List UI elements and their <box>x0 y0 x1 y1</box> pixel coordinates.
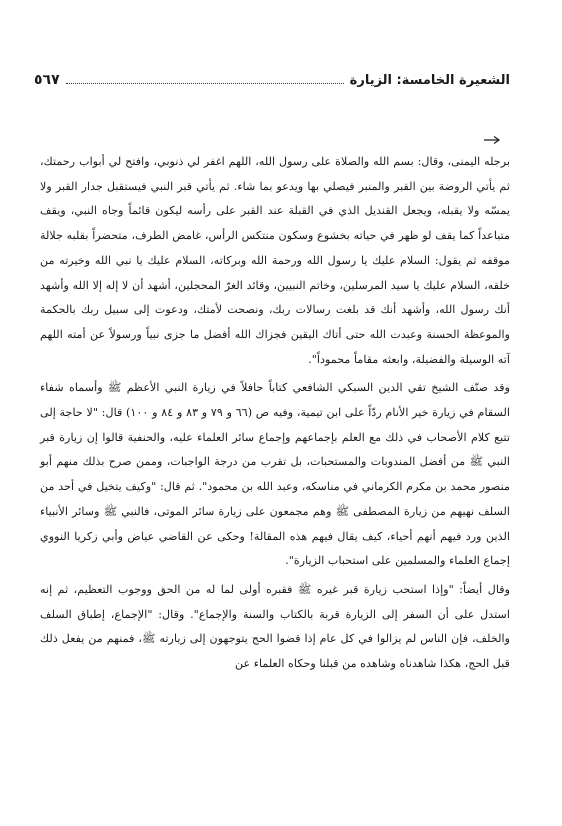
paragraph-consensus: وقال أيضاً: "وإذا استحب زيارة قبر غيره ﷺ فقبره أولى لما له من الحق ووجوب التعظيم، ثم إنه استدل على أن السفر إلى الزيارة قربة بالكتاب والسنة والإجماع". وقال: "الإجماع، إطباق السلف والخلف، فإن الناس لم يزالوا في كل عام إذا قضوا الحج يتوجهون إلى زيارته ﷺ، فمنهم من يفعل ذلك قبل الحج، هكذا شاهدناه وشاهده من قبلنا وحكاه العلماء عن <box>40 582 510 671</box>
paragraph-subki-book: وقد صنّف الشيخ تقي الدين السبكي الشافعي كتاباً حافلاً في زيارة النبي الأعظم ﷺ وأسماه شفاء السقام في زيارة خير الأنام ردّاً على ابن تيمية، وفيه ص (٦٦ و ٧٩ و ٨٣ و ٨٤ و ١٠٠) قال: "لا حاجة إلى تتبع كلام الأصحاب في ذلك مع العلم بإجماعهم وإجماع سائر العلماء عليه، والحنفية قالوا إن زيارة قبر النبي ﷺ من أفضل المندوبات والمستحبات، بل تقرب من درجة الواجبات، وممن صرح بذلك منهم أبو منصور محمد بن مكرم الكرماني في مناسكه، وعبد الله بن محمود". ثم قال: "وكيف يتخيل في أحد من السلف نهيهم من زيارة المصطفى ﷺ وهم مجمعون على زيارة سائر الموتى، فالنبي ﷺ وسائر الأنبياء الذين ورد فيهم أنهم أحياء، كيف يقال فيهم هذه المقالة! وحكى عن القاضي عياض وأبي زكريا النووي إجماع العلماء والمسلمين على استحباب الزيارة". <box>40 381 511 568</box>
header-dotted-leader <box>66 83 344 84</box>
running-header <box>34 66 510 88</box>
page-number: ٥٦٧ <box>34 72 60 88</box>
continuation-arrow-icon <box>483 135 501 145</box>
body-text <box>40 150 510 677</box>
paragraph-visit-etiquette: برجله اليمنى، وقال: بسم الله والصلاة على رسول الله، اللهم اغفر لي ذنوبي، وافتح لي أبواب رحمتك، ثم يأتي الروضة بين القبر والمنبر فيصلي بها ويدعو بما شاء. ثم يأتي قبر النبي فيستقبل جدار القبر ولا يمسّه ولا يقبله، ويجعل القنديل الذي في القبلة عند القبر على رأسه ليكون قائماً وجاه النبي، ويقف متباعداً كما يقف لو ظهر في حياته بخشوع وسكون منتكس الرأس، غامض الطرف، متحضراً بقلبه جلالة موقفه ثم يقول: السلام عليك يا رسول الله ورحمة الله وبركاته، السلام عليك يا نبي الله وخيرته من خلقه، السلام عليك يا سيد المرسلين، وخاتم النبيين، وقائد الغرّ المحجلين، أشهد أن لا إله إلا الله وأشهد أنك رسول الله، وأشهد أنك قد بلغت رسالات ربك، ونصحت لأمتك، ودعوت إلى سبيل ربك بالحكمة والموعظة الحسنة وعبدت الله حتى أتاك اليقين فجزاك الله أفضل ما جزى نبياً ورسولاً عن أمته اللهم آته الوسيلة والفضيلة، وابعثه مقاماً محموداً". <box>40 155 510 366</box>
chapter-title: الشعيرة الخامسة: الزيارة <box>349 73 510 88</box>
